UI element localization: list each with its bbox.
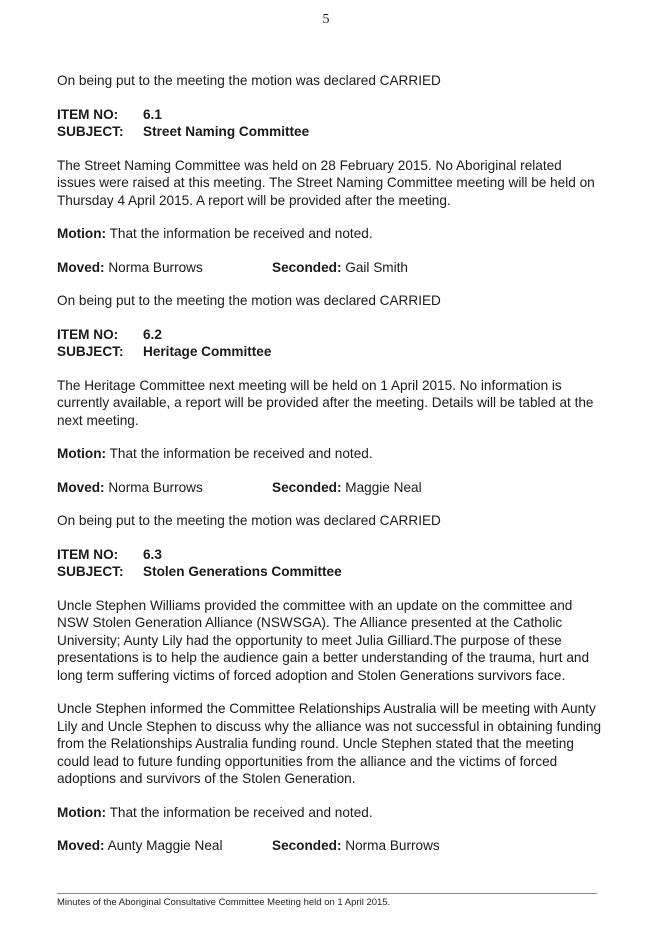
motion-value: That the information be received and noted. bbox=[106, 804, 373, 820]
moved-value: Aunty Maggie Neal bbox=[104, 838, 223, 853]
motion-label: Motion: bbox=[57, 226, 107, 241]
moved-label: Moved: bbox=[57, 838, 105, 853]
motion-label: Motion: bbox=[57, 446, 107, 461]
seconded-label: Seconded: bbox=[272, 838, 342, 853]
seconded-label: Seconded: bbox=[272, 259, 342, 275]
motion-text bbox=[57, 225, 602, 243]
page-number: 5 bbox=[322, 12, 330, 27]
minutes-body bbox=[57, 72, 602, 871]
motion-label: Motion: bbox=[57, 804, 107, 820]
item-no-label: ITEM NO: bbox=[57, 326, 119, 342]
item-paragraph: The Street Naming Committee was held on 28 February 2015. No Aboriginal related issues were raised at this meeting. The Street Naming Committee meeting will be held on Thursday 4 April 2015. A report will be provided after the meeting. bbox=[57, 157, 595, 208]
item-no-value: 6.1 bbox=[143, 106, 162, 122]
item-no-label: ITEM NO: bbox=[57, 546, 119, 562]
seconded-value: Gail Smith bbox=[341, 259, 408, 275]
subject-label: SUBJECT: bbox=[57, 564, 124, 579]
subject-value: Stolen Generations Committee bbox=[143, 564, 342, 579]
item-no-value: 6.2 bbox=[143, 326, 162, 342]
item-no-label: ITEM NO: bbox=[57, 106, 119, 122]
motion-text bbox=[57, 804, 602, 822]
opening-carried-text: On being put to the meeting the motion was declared CARRIED bbox=[57, 73, 441, 88]
subject-value: Street Naming Committee bbox=[143, 124, 310, 139]
item-heading-6-3 bbox=[57, 546, 602, 581]
item-paragraph: Uncle Stephen informed the Committee Relationships Australia will be meeting with Aunty Lily and Uncle Stephen to discuss why the alliance was not successful in obtaining funding from the Relationships Australia funding round. Uncle Stephen stated that the meeting could lead to future funding opportunities from the alliance and the victims of forced adoptions and survivors of the Stolen Generation. bbox=[57, 701, 602, 786]
seconded-label: Seconded: bbox=[272, 479, 342, 495]
motion-value: That the information be received and noted. bbox=[106, 226, 373, 241]
moved-seconded-row bbox=[57, 259, 602, 277]
motion-value: That the information be received and noted. bbox=[106, 446, 373, 461]
seconded-value: Maggie Neal bbox=[341, 479, 422, 495]
item-paragraph: The Heritage Committee next meeting will be held on 1 April 2015. No information is currently available, a report will be provided after the meeting. Details will be tabled at the next meeting. bbox=[57, 377, 594, 428]
item-no-value: 6.3 bbox=[143, 546, 162, 562]
subject-value: Heritage Committee bbox=[143, 344, 272, 359]
subject-label: SUBJECT: bbox=[57, 124, 124, 139]
page-footer: Minutes of the Aboriginal Consultative Committee Meeting held on 1 April 2015. bbox=[57, 897, 391, 908]
moved-label: Moved: bbox=[57, 479, 105, 495]
motion-text bbox=[57, 445, 602, 463]
seconded-value: Norma Burrows bbox=[341, 838, 440, 853]
item-paragraph: Uncle Stephen Williams provided the committee with an update on the committee and NSW Stolen Generation Alliance (NSWSGA). The Alliance presented at the Catholic University; Aunty Lily had the opportunity to meet Julia Gilliard.The purpose of these presentations is to help the audience gain a better understanding of the trauma, hurt and long term suffering victims of forced adoption and Stolen Generations survivors face. bbox=[57, 597, 590, 683]
moved-seconded-row bbox=[57, 837, 602, 855]
carried-text: On being put to the meeting the motion was declared CARRIED bbox=[57, 293, 441, 308]
item-heading-6-2 bbox=[57, 326, 602, 361]
item-heading-6-1 bbox=[57, 106, 602, 141]
carried-text: On being put to the meeting the motion was declared CARRIED bbox=[57, 513, 441, 528]
moved-label: Moved: bbox=[57, 259, 105, 275]
moved-value: Norma Burrows bbox=[104, 479, 203, 495]
moved-value: Norma Burrows bbox=[104, 259, 203, 275]
footer-divider bbox=[57, 893, 597, 894]
moved-seconded-row bbox=[57, 479, 602, 497]
subject-label: SUBJECT: bbox=[57, 344, 124, 359]
